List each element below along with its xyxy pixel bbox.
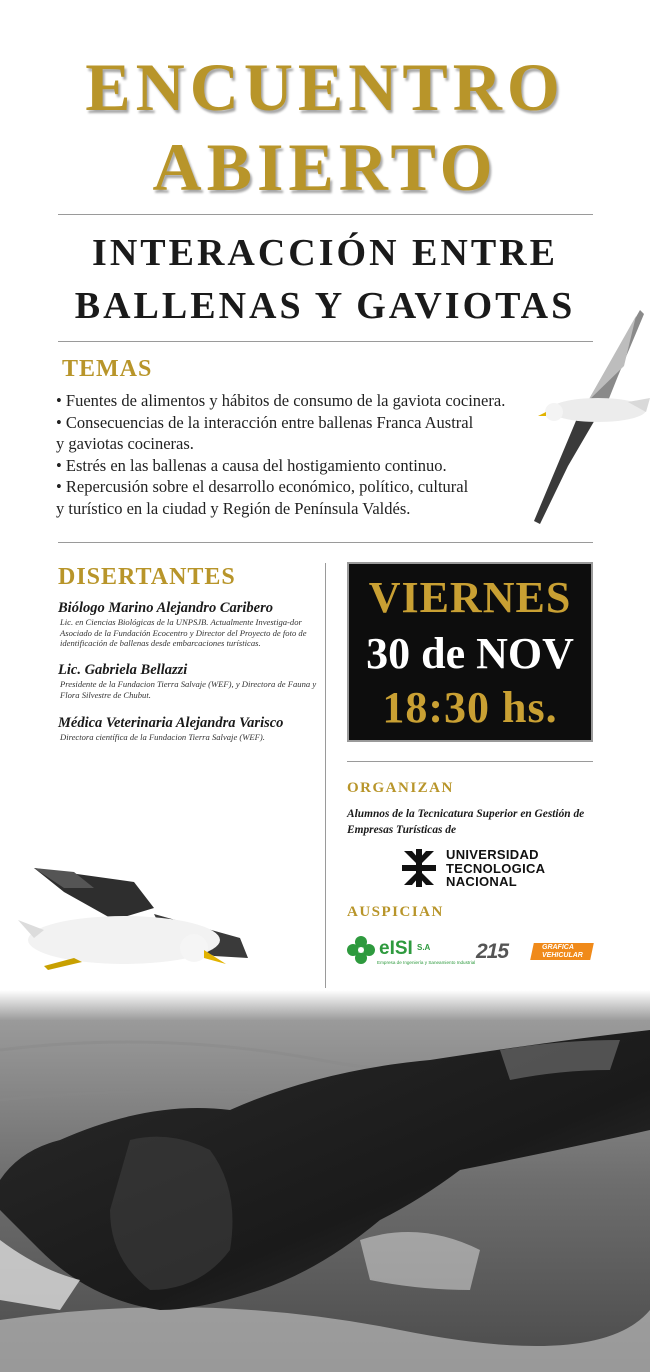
divider-date: [347, 761, 593, 762]
utn-line: NACIONAL: [446, 874, 518, 889]
title-line-2: ABIERTO: [152, 129, 498, 205]
topic-line: • Repercusión sobre el desarrollo económico, político, cultural: [56, 477, 469, 496]
event-date: 30 de NOV: [366, 629, 574, 678]
auspician-heading: AUSPICIAN: [347, 904, 444, 920]
eisi-emblem-icon: [347, 936, 375, 964]
organizan-text: Alumnos de la Tecnicatura Superior en Gestión de Empresas Turísticas de: [347, 808, 585, 836]
date-box: [347, 562, 593, 742]
divider-subtitle: [58, 341, 593, 342]
utn-emblem-icon: [402, 849, 436, 887]
utn-line: TECNOLOGICA: [446, 860, 546, 876]
grafica-line-2: VEHICULAR: [542, 952, 583, 959]
speaker-item: [58, 662, 320, 700]
utn-name: [446, 848, 545, 889]
utn-logo: [402, 848, 602, 888]
grafica-vehicular-logo: [476, 940, 594, 964]
topic-line: • Consecuencias de la interacción entre ballenas Franca Austral: [56, 412, 474, 432]
title-line-1: ENCUENTRO: [85, 49, 565, 125]
speaker-name: Biólogo Marino Alejandro Caribero: [58, 600, 273, 616]
topic-line: • Estrés en las ballenas a causa del hostigamiento continuo.: [56, 455, 447, 475]
temas-heading: TEMAS: [62, 356, 153, 382]
grafica-line-1: GRAFICA: [542, 944, 574, 951]
speaker-description: Presidente de la Fundacion Tierra Salvaje (WEF), y Directora de Fauna y Flora Silvestre de Chubut.: [60, 679, 317, 700]
speaker-description: Directora científica de la Fundacion Tierra Salvaje (WEF).: [60, 732, 265, 742]
subtitle-line-1: INTERACCIÓN ENTRE: [92, 232, 558, 274]
speaker-name: Médica Veterinaria Alejandra Varisco: [58, 715, 284, 731]
whale-tail-photo: [0, 990, 650, 1372]
eisi-logo: [347, 936, 476, 968]
event-time: 18:30 hs.: [382, 683, 558, 732]
speaker-item: [58, 715, 320, 743]
eisi-tagline: Empresa de Ingeniería y Saneamiento Industrial: [377, 960, 476, 965]
eisi-suffix: S.A: [417, 943, 431, 952]
gull-image-bottom: [4, 858, 252, 974]
speaker-item: [58, 600, 320, 649]
divider-top: [58, 214, 593, 215]
topic-line: • Fuentes de alimentos y hábitos de consumo de la gaviota cocinera.: [56, 391, 506, 410]
column-divider: [325, 563, 326, 988]
speaker-description: Lic. en Ciencias Biológicas de la UNPSJB. Actualmente Investiga-dor Asociado de la Fundación Ecocentro y Director del Proyecto de foto de identificación de ballenas desde embarcaciones turísticas.: [60, 617, 307, 648]
grafica-number: 215: [476, 940, 509, 963]
disertantes-heading: DISERTANTES: [58, 564, 236, 590]
topic-line: y gaviotas cocineras.: [56, 434, 194, 453]
event-day: VIERNES: [368, 573, 572, 622]
subtitle-line-2: BALLENAS Y GAVIOTAS: [74, 285, 576, 327]
utn-line: UNIVERSIDAD: [446, 847, 539, 862]
eisi-name: eISI: [379, 938, 413, 959]
organizan-heading: ORGANIZAN: [347, 780, 454, 796]
divider-topics: [58, 542, 593, 543]
topics-list: [56, 390, 556, 519]
topic-line: y turístico en la ciudad y Región de Península Valdés.: [56, 498, 411, 518]
speaker-name: Lic. Gabriela Bellazzi: [58, 662, 188, 678]
